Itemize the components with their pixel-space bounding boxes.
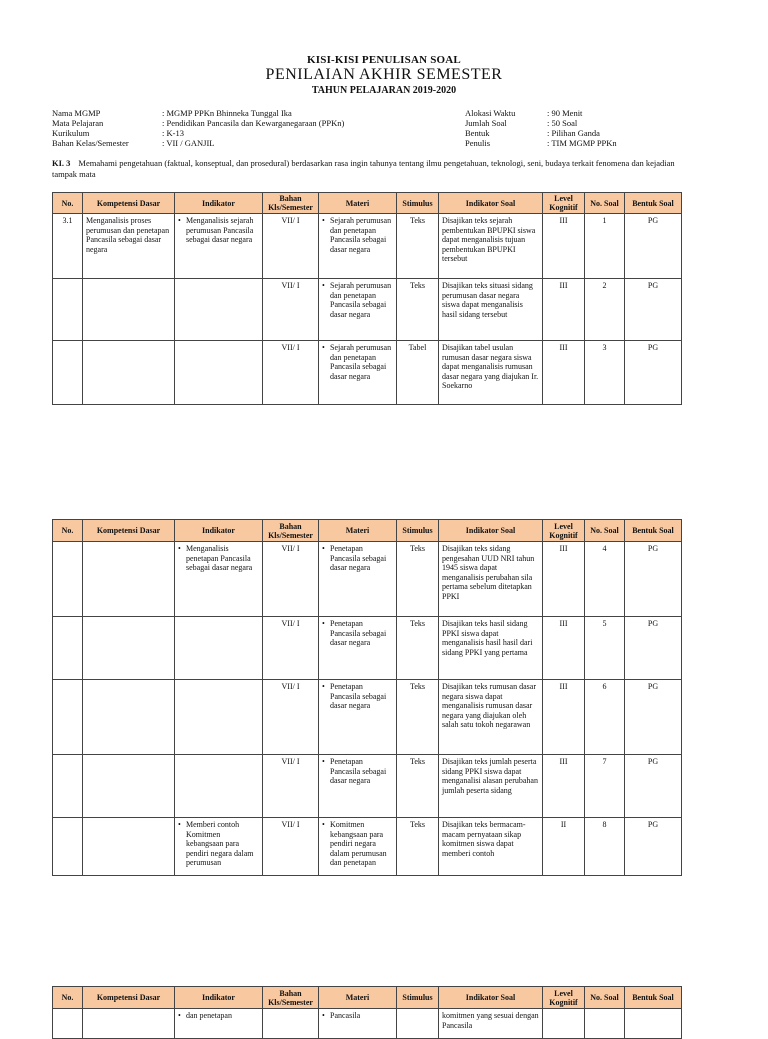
table-header [53, 520, 682, 542]
bentuk-soal-cell: PG [625, 279, 682, 341]
row-number-cell [53, 755, 83, 818]
column-header: No. Soal [585, 193, 625, 214]
nomor-soal-cell: 5 [585, 617, 625, 680]
kisi-table-1 [52, 192, 682, 405]
stimulus-cell: Teks [397, 214, 439, 279]
table-row [53, 617, 682, 680]
column-header: Indikator [175, 987, 263, 1009]
bullet-icon: • [178, 820, 181, 829]
column-header: Kompetensi Dasar [83, 193, 175, 214]
indikator-cell [175, 617, 263, 680]
bentuk-soal-cell: PG [625, 542, 682, 617]
ki-statement [52, 158, 682, 180]
materi-wrap [322, 757, 393, 786]
indikator-cell [175, 341, 263, 405]
ki-label: KI. 3 [52, 158, 71, 168]
indikator-cell [175, 818, 263, 876]
meta-label: Alokasi Waktu [465, 108, 516, 118]
meta-row [52, 118, 344, 128]
row-number-cell [53, 341, 83, 405]
meta-label: Bahan Kelas/Semester [52, 138, 129, 148]
indikator-cell [175, 542, 263, 617]
indikator-soal-cell: Disajikan teks situasi sidang perumusan dasar negara siswa dapat menganalisis hasil sidang tersebut [439, 279, 543, 341]
column-header: Indikator Soal [439, 987, 543, 1009]
indikator-soal-cell: Disajikan teks rumusan dasar negara siswa dapat menganalisis rumusan dasar negara yang diajukan oleh salah satu tokoh negarawan [439, 680, 543, 755]
column-header: Level Kognitif [543, 520, 585, 542]
meta-label: Mata Pelajaran [52, 118, 104, 128]
indikator-soal-cell: komitmen yang sesuai dengan Pancasila [439, 1009, 543, 1039]
bullet-icon: • [322, 757, 325, 766]
column-header: Bentuk Soal [625, 520, 682, 542]
meta-value: : MGMP PPKn Bhinneka Tunggal Ika [162, 108, 292, 118]
kompetensi-dasar-cell [83, 542, 175, 617]
materi-wrap [322, 343, 393, 381]
column-header: Materi [319, 987, 397, 1009]
indikator-wrap [178, 544, 259, 573]
table-row [53, 680, 682, 755]
materi-cell [319, 279, 397, 341]
level-kognitif-cell: III [543, 542, 585, 617]
column-header: Bahan Kls/Semester [263, 987, 319, 1009]
stimulus-cell: Teks [397, 542, 439, 617]
level-kognitif-cell: III [543, 279, 585, 341]
indikator: Memberi contoh Komitmen kebangsaan para pendiri negara dalam perumusan [186, 820, 254, 867]
indikator-soal-cell: Disajikan teks sidang pengesahan UUD NRI tahun 1945 siswa dapat menganalisis perubahan sila pertama sebelum ditetapkan PPKI [439, 542, 543, 617]
ki-text: Memahami pengetahuan (faktual, konseptual, dan prosedural) berdasarkan rasa ingin tahunya tentang ilmu pengetahuan, teknologi, seni, budaya terkait fenomena dan kejadian tampak mata [52, 158, 675, 179]
bahan-kelas-semester-cell: VII/ I [263, 341, 319, 405]
meta-row [465, 138, 617, 148]
column-header: No. Soal [585, 520, 625, 542]
level-kognitif-cell: III [543, 617, 585, 680]
table-row [53, 279, 682, 341]
column-header: Stimulus [397, 520, 439, 542]
indikator-cell [175, 680, 263, 755]
column-header: Stimulus [397, 987, 439, 1009]
indikator: Menganalisis sejarah perumusan Pancasila sebagai dasar negara [186, 216, 254, 244]
materi-wrap [322, 1011, 393, 1021]
meta-label: Penulis [465, 138, 491, 148]
doc-title-line1: KISI-KISI PENULISAN SOAL [307, 54, 461, 66]
bentuk-soal-cell: PG [625, 680, 682, 755]
materi-wrap [322, 216, 393, 254]
bullet-icon: • [322, 682, 325, 691]
column-header: Bentuk Soal [625, 987, 682, 1009]
meta-label: Jumlah Soal [465, 118, 507, 128]
row-number-cell [53, 542, 83, 617]
column-header: Bahan Kls/Semester [263, 193, 319, 214]
row-number-cell [53, 617, 83, 680]
materi-cell [319, 617, 397, 680]
nomor-soal-cell: 1 [585, 214, 625, 279]
bullet-icon: • [322, 1011, 325, 1020]
meta-value: : Pendidikan Pancasila dan Kewarganegaraan (PPKn) [162, 118, 345, 128]
bahan-kelas-semester-cell: VII/ I [263, 680, 319, 755]
column-header: Kompetensi Dasar [83, 520, 175, 542]
bahan-kelas-semester-cell: VII/ I [263, 542, 319, 617]
bentuk-soal-cell: PG [625, 617, 682, 680]
level-kognitif-cell: III [543, 214, 585, 279]
column-header: No. [53, 987, 83, 1009]
materi-wrap [322, 281, 393, 319]
bentuk-soal-cell: PG [625, 818, 682, 876]
bahan-kelas-semester-cell: VII/ I [263, 818, 319, 876]
indikator-soal-cell: Disajikan teks sejarah pembentukan BPUPKI siswa dapat menganalisis tujuan pembentukan BPUPKI tersebut [439, 214, 543, 279]
materi: Penetapan Pancasila sebagai dasar negara [330, 619, 387, 647]
meta-row [465, 128, 617, 138]
bullet-icon: • [322, 343, 325, 352]
bentuk-soal-cell: PG [625, 341, 682, 405]
meta-value: : TIM MGMP PPKn [547, 138, 617, 148]
meta-value: : K-13 [162, 128, 184, 138]
table-header [53, 987, 682, 1009]
bullet-icon: • [322, 281, 325, 290]
materi: Penetapan Pancasila sebagai dasar negara [330, 544, 387, 572]
column-header: Indikator Soal [439, 193, 543, 214]
nomor-soal-cell: 8 [585, 818, 625, 876]
indikator-cell [175, 214, 263, 279]
column-header: Materi [319, 520, 397, 542]
doc-title-line3: TAHUN PELAJARAN 2019-2020 [311, 85, 457, 96]
materi-cell [319, 818, 397, 876]
materi-wrap [322, 682, 393, 711]
bullet-icon: • [322, 820, 325, 829]
materi: Sejarah perumusan dan penetapan Pancasila sebagai dasar negara [330, 216, 392, 254]
column-header: Indikator Soal [439, 520, 543, 542]
materi: Penetapan Pancasila sebagai dasar negara [330, 757, 387, 785]
kompetensi-dasar-cell [83, 341, 175, 405]
materi-cell [319, 542, 397, 617]
stimulus-cell: Tabel [397, 341, 439, 405]
bullet-icon: • [178, 544, 181, 553]
meta-label: Kurikulum [52, 128, 90, 138]
table-header [53, 193, 682, 214]
meta-row [52, 108, 344, 118]
bullet-icon: • [178, 216, 181, 225]
indikator-cell [175, 755, 263, 818]
materi: Pancasila [330, 1011, 361, 1020]
meta-label: Nama MGMP [52, 108, 101, 118]
materi: Sejarah perumusan dan penetapan Pancasila sebagai dasar negara [330, 343, 392, 381]
row-number-cell: 3.1 [53, 214, 83, 279]
level-kognitif-cell: III [543, 755, 585, 818]
doc-title-line2: PENILAIAN AKHIR SEMESTER [265, 66, 503, 83]
column-header: No. [53, 520, 83, 542]
column-header: Bentuk Soal [625, 193, 682, 214]
nomor-soal-cell: 4 [585, 542, 625, 617]
materi-wrap [322, 820, 393, 868]
stimulus-cell: Teks [397, 617, 439, 680]
column-header: Materi [319, 193, 397, 214]
kompetensi-dasar-cell: Menganalisis proses perumusan dan penetapan Pancasila sebagai dasar negara [83, 214, 175, 279]
bullet-icon: • [322, 216, 325, 225]
column-header: No. [53, 193, 83, 214]
indikator-cell [175, 279, 263, 341]
kompetensi-dasar-cell [83, 617, 175, 680]
table-row [53, 818, 682, 876]
column-header: Level Kognitif [543, 193, 585, 214]
indikator-soal-cell: Disajikan teks hasil sidang PPKI siswa dapat menganalisis hasil hasil dari sidang PPKI yang pertama [439, 617, 543, 680]
indikator-soal-cell: Disajikan teks jumlah peserta sidang PPKI siswa dapat menganalisi alasan perubahan jumlah peserta sidang [439, 755, 543, 818]
column-header: Indikator [175, 520, 263, 542]
table-row [53, 755, 682, 818]
stimulus-cell: Teks [397, 680, 439, 755]
column-header: Kompetensi Dasar [83, 987, 175, 1009]
row-number-cell [53, 818, 83, 876]
indikator-soal-cell: Disajikan teks bermacam-macam pernyataan sikap komitmen siswa dapat memberi contoh [439, 818, 543, 876]
bentuk-soal-cell: PG [625, 755, 682, 818]
row-number-cell [53, 680, 83, 755]
level-kognitif-cell: II [543, 818, 585, 876]
bentuk-soal-cell: PG [625, 214, 682, 279]
bahan-kelas-semester-cell: VII/ I [263, 214, 319, 279]
bullet-icon: • [322, 544, 325, 553]
nomor-soal-cell: 3 [585, 341, 625, 405]
nomor-soal-cell: 2 [585, 279, 625, 341]
bahan-kelas-semester-cell: VII/ I [263, 617, 319, 680]
kompetensi-dasar-cell [83, 279, 175, 341]
column-header: Level Kognitif [543, 987, 585, 1009]
bullet-icon: • [178, 1011, 181, 1020]
row-number-cell [53, 279, 83, 341]
meta-value: : Pilihan Ganda [547, 128, 600, 138]
kompetensi-dasar-cell [83, 755, 175, 818]
indikator: Menganalisis penetapan Pancasila sebagai dasar negara [186, 544, 253, 572]
table-row [53, 214, 682, 279]
stimulus-cell: Teks [397, 818, 439, 876]
materi-wrap [322, 544, 393, 573]
kisi-table-2 [52, 519, 682, 876]
column-header: No. Soal [585, 987, 625, 1009]
kisi-table-3 [52, 986, 682, 1039]
column-header: Stimulus [397, 193, 439, 214]
meta-row [465, 118, 617, 128]
kompetensi-dasar-cell [83, 818, 175, 876]
meta-row [52, 138, 344, 148]
kompetensi-dasar-cell [83, 680, 175, 755]
bullet-icon: • [322, 619, 325, 628]
meta-label: Bentuk [465, 128, 490, 138]
materi: Komitmen kebangsaan para pendiri negara dalam perumusan dan penetapan [330, 820, 387, 867]
level-kognitif-cell: III [543, 680, 585, 755]
indikator-soal-cell: Disajikan tabel usulan rumusan dasar negara siswa dapat menganalisis rumusan dasar negara yang diajukan Ir. Soekarno [439, 341, 543, 405]
column-header: Bahan Kls/Semester [263, 520, 319, 542]
table-row [53, 542, 682, 617]
indikator: dan penetapan [186, 1011, 232, 1020]
column-header: Indikator [175, 193, 263, 214]
nomor-soal-cell: 7 [585, 755, 625, 818]
meta-value: : VII / GANJIL [162, 138, 215, 148]
indikator-wrap [178, 1011, 259, 1021]
meta-value: : 50 Soal [547, 118, 578, 128]
materi-cell [319, 341, 397, 405]
meta-row [52, 128, 344, 138]
stimulus-cell: Teks [397, 279, 439, 341]
bahan-kelas-semester-cell: VII/ I [263, 279, 319, 341]
meta-left [52, 108, 344, 148]
materi-cell [319, 755, 397, 818]
stimulus-cell: Teks [397, 755, 439, 818]
table-row [53, 341, 682, 405]
meta-value: : 90 Menit [547, 108, 583, 118]
meta-right [465, 108, 617, 148]
indikator-wrap [178, 216, 259, 245]
meta-row [465, 108, 617, 118]
materi: Penetapan Pancasila sebagai dasar negara [330, 682, 387, 710]
level-kognitif-cell: III [543, 341, 585, 405]
materi-cell [319, 680, 397, 755]
bahan-kelas-semester-cell: VII/ I [263, 755, 319, 818]
materi: Sejarah perumusan dan penetapan Pancasila sebagai dasar negara [330, 281, 392, 319]
indikator-wrap [178, 820, 259, 868]
materi-wrap [322, 619, 393, 648]
nomor-soal-cell: 6 [585, 680, 625, 755]
materi-cell [319, 214, 397, 279]
